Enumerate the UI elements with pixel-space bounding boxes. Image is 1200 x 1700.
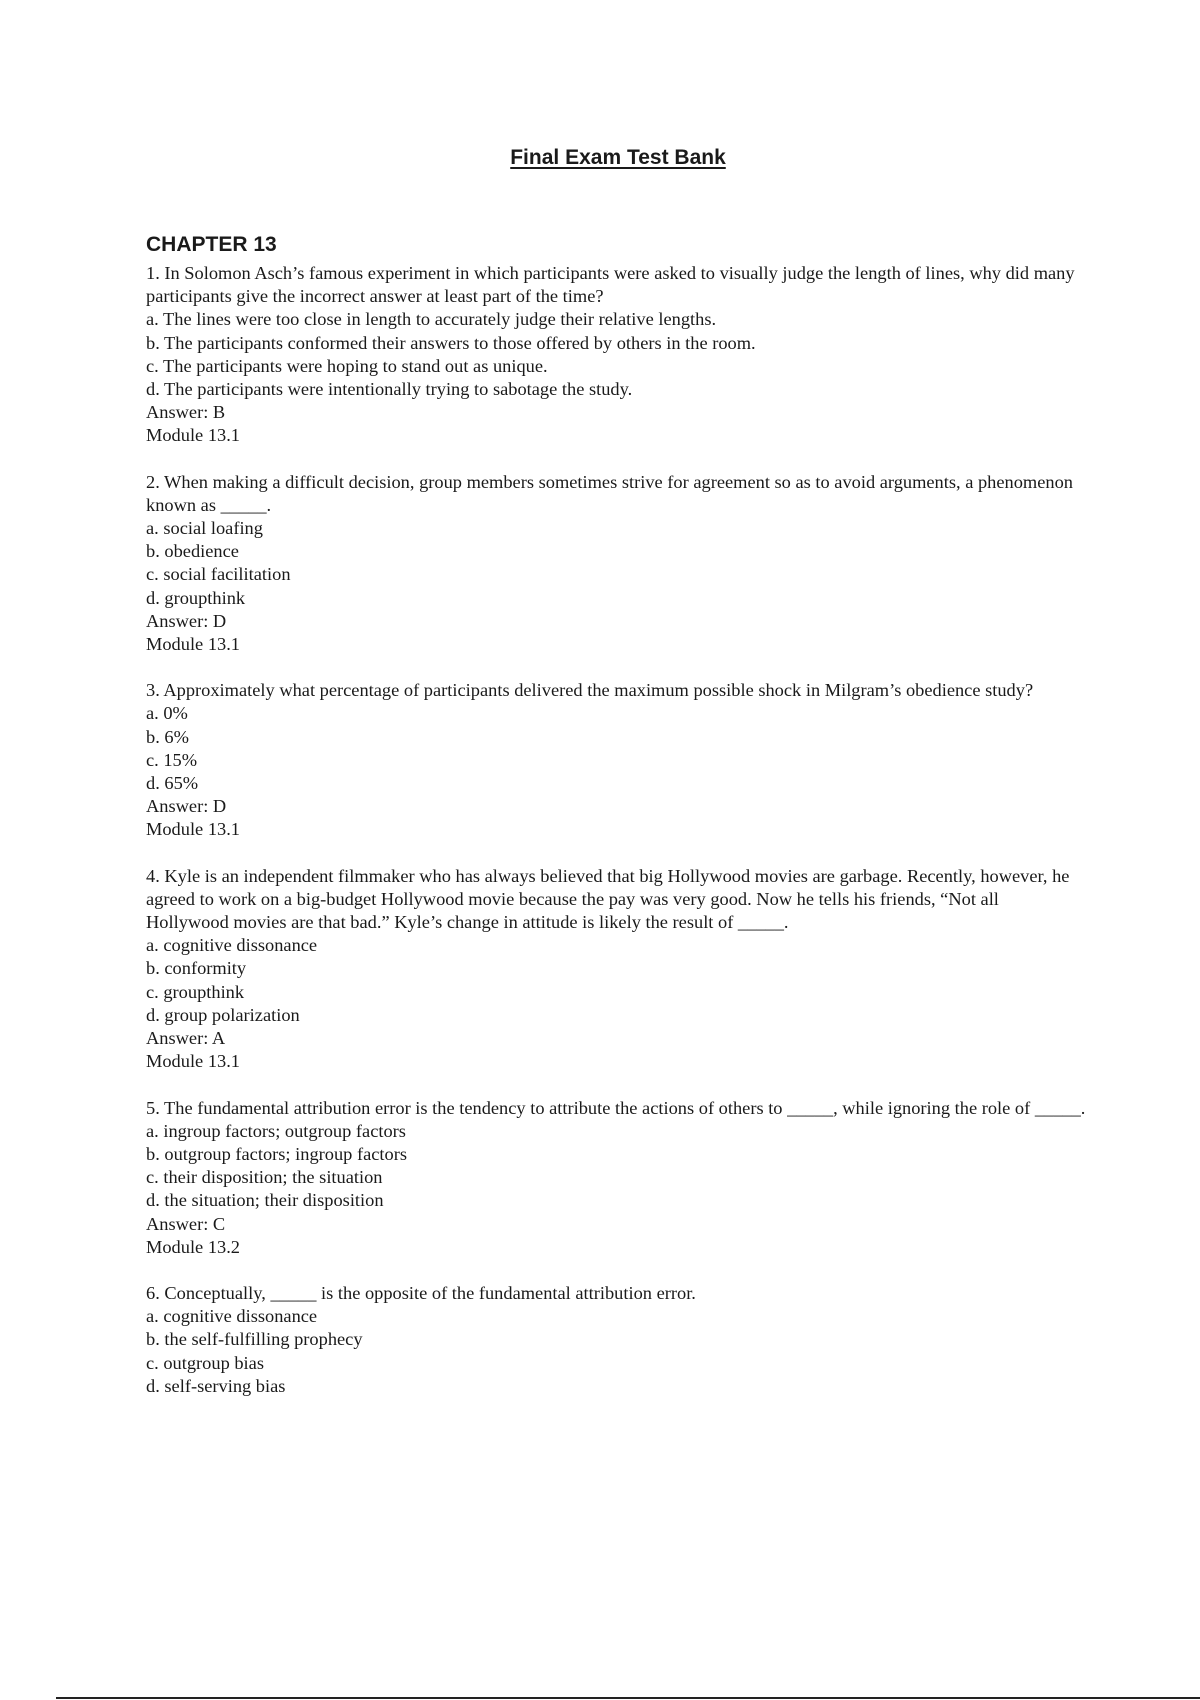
question-list bbox=[146, 262, 1086, 1421]
module-line bbox=[146, 1236, 1086, 1259]
option-d: d. The participants were intentionally trying to sabotage the study. bbox=[146, 379, 633, 400]
module-label: Module bbox=[146, 1051, 208, 1072]
answer-label: Answer: bbox=[146, 610, 213, 631]
question-stem: 4. Kyle is an independent filmmaker who has always believed that big Hollywood movies are garbage. Recently, however, he agreed to work on a big-budget Hollywood movie because the pay was very good. Now he tells his friends, “Not all Hollywood movies are that bad.” Kyle’s change in attitude is likely the result of _____. bbox=[146, 865, 1070, 933]
option-c: c. social facilitation bbox=[146, 564, 291, 585]
option-a: a. 0% bbox=[146, 703, 188, 724]
question-1 bbox=[146, 262, 1086, 448]
option-b: b. obedience bbox=[146, 541, 239, 562]
answer-label: Answer: bbox=[146, 1028, 212, 1049]
option-c: c. outgroup bias bbox=[146, 1352, 264, 1373]
module-value: 13.1 bbox=[207, 1051, 240, 1072]
answer-value: D bbox=[212, 796, 227, 817]
option-d: d. 65% bbox=[146, 773, 199, 794]
question-stem: 5. The fundamental attribution error is the tendency to attribute the actions of others to _____, while ignoring the role of _____. bbox=[146, 1097, 1086, 1118]
module-line bbox=[146, 633, 1086, 656]
question-stem: 1. In Solomon Asch’s famous experiment in which participants were asked to visually judge the length of lines, why did many participants give the incorrect answer at least part of the time? bbox=[146, 263, 1075, 307]
module-line bbox=[146, 818, 1086, 841]
module-value: 13.1 bbox=[207, 819, 240, 840]
answer-line bbox=[146, 401, 1086, 424]
answer-value: C bbox=[212, 1213, 226, 1234]
question-2 bbox=[146, 471, 1086, 657]
module-value: 13.1 bbox=[207, 425, 240, 446]
answer-line bbox=[146, 1027, 1086, 1050]
question-stem: 3. Approximately what percentage of participants delivered the maximum possible shock in Milgram’s obedience study? bbox=[146, 680, 1034, 701]
option-d: d. group polarization bbox=[146, 1004, 300, 1025]
option-a: a. The lines were too close in length to accurately judge their relative lengths. bbox=[146, 309, 717, 330]
question-stem: 6. Conceptually, _____ is the opposite of the fundamental attribution error. bbox=[146, 1282, 696, 1303]
option-c: c. 15% bbox=[146, 749, 198, 770]
module-label: Module bbox=[146, 1236, 208, 1257]
option-c: c. The participants were hoping to stand out as unique. bbox=[146, 355, 548, 376]
module-value: 13.1 bbox=[207, 634, 240, 655]
module-line bbox=[146, 1050, 1086, 1073]
option-a: a. ingroup factors; outgroup factors bbox=[146, 1120, 406, 1141]
answer-value: A bbox=[211, 1028, 226, 1049]
module-line bbox=[146, 424, 1086, 447]
answer-label: Answer: bbox=[146, 1213, 213, 1234]
chapter-heading: CHAPTER 13 bbox=[146, 233, 277, 256]
answer-line bbox=[146, 795, 1086, 818]
question-6 bbox=[146, 1282, 1086, 1398]
option-b: b. 6% bbox=[146, 726, 189, 747]
document-title: Final Exam Test Bank bbox=[510, 146, 726, 169]
module-label: Module bbox=[146, 819, 208, 840]
answer-line bbox=[146, 610, 1086, 633]
option-b: b. conformity bbox=[146, 958, 247, 979]
answer-label: Answer: bbox=[146, 796, 213, 817]
option-c: c. groupthink bbox=[146, 981, 245, 1002]
answer-value: D bbox=[212, 610, 227, 631]
answer-label: Answer: bbox=[146, 402, 213, 423]
option-d: d. groupthink bbox=[146, 587, 246, 608]
option-d: d. self-serving bias bbox=[146, 1375, 286, 1396]
question-3 bbox=[146, 679, 1086, 841]
option-b: b. the self-fulfilling prophecy bbox=[146, 1329, 363, 1350]
module-value: 13.2 bbox=[207, 1236, 240, 1257]
option-d: d. the situation; their disposition bbox=[146, 1190, 384, 1211]
answer-line bbox=[146, 1213, 1086, 1236]
answer-value: B bbox=[212, 402, 226, 423]
option-a: a. social loafing bbox=[146, 518, 263, 539]
module-label: Module bbox=[146, 634, 208, 655]
page-bottom-rule bbox=[56, 1697, 1200, 1699]
option-a: a. cognitive dissonance bbox=[146, 1306, 318, 1327]
question-4 bbox=[146, 865, 1086, 1074]
option-b: b. outgroup factors; ingroup factors bbox=[146, 1143, 407, 1164]
option-c: c. their disposition; the situation bbox=[146, 1167, 383, 1188]
question-stem: 2. When making a difficult decision, group members sometimes strive for agreement so as to avoid arguments, a phenomenon known as _____. bbox=[146, 471, 1073, 515]
question-5 bbox=[146, 1097, 1086, 1259]
module-label: Module bbox=[146, 425, 208, 446]
option-a: a. cognitive dissonance bbox=[146, 935, 318, 956]
option-b: b. The participants conformed their answers to those offered by others in the room. bbox=[146, 332, 756, 353]
